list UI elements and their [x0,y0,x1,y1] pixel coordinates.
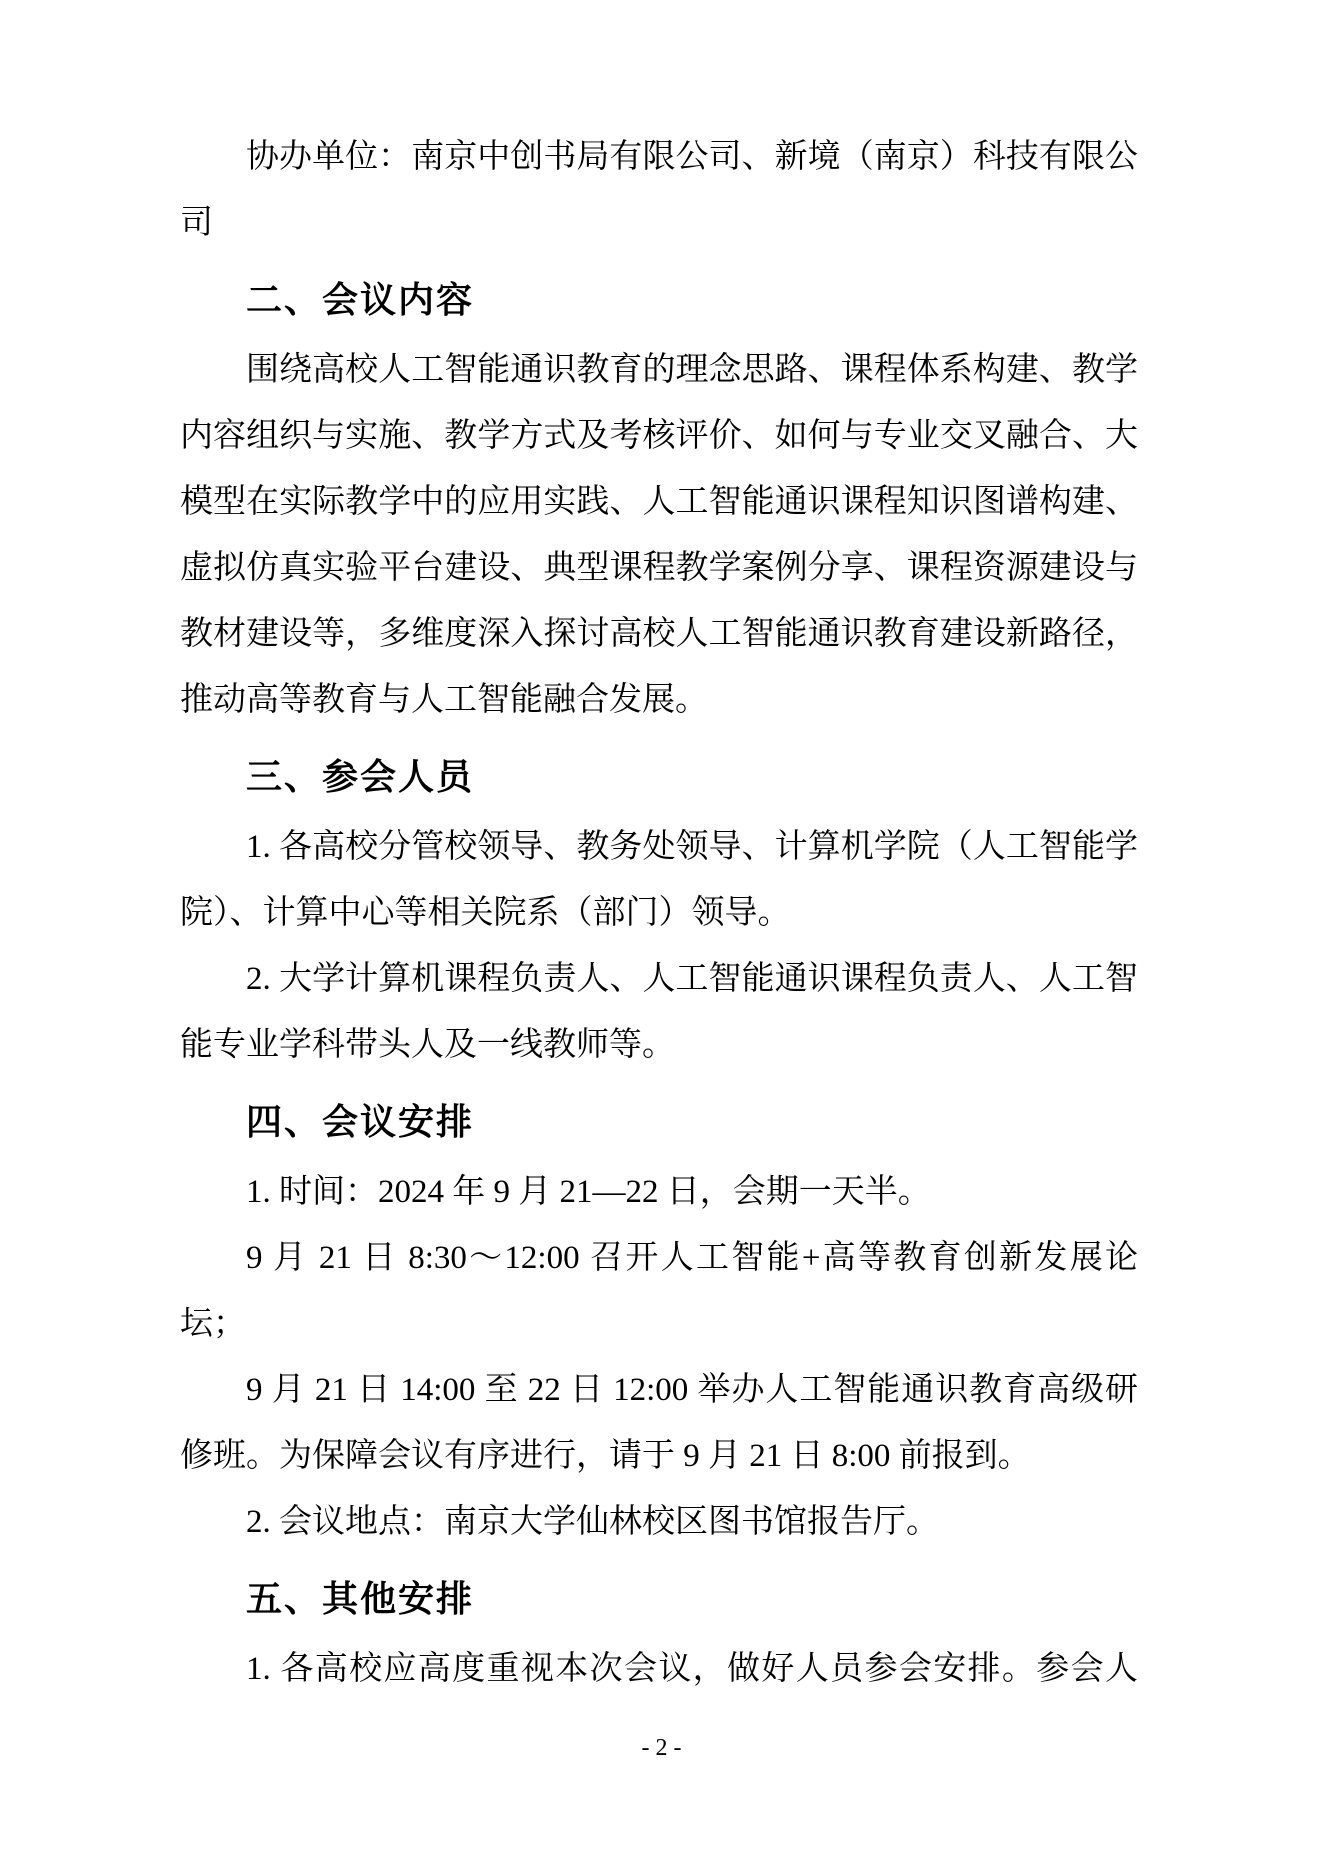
para-attendees-2-line-2: 能专业学科带头人及一线教师等。 [180,1027,675,1063]
section-heading-attendees: 三、参会人员 [246,756,475,797]
para-schedule-venue: 2. 会议地点：南京大学仙林校区图书馆报告厅。 [246,1504,939,1540]
para-meeting-content-line-5: 教材建设等，多维度深入探讨高校人工智能通识教育建设新路径， [180,616,1138,652]
para-schedule-workshop-line-1: 9 月 21 日 14:00 至 22 日 12:00 举办人工智能通识教育高级研 [246,1372,1138,1408]
para-cohost-line-2: 司 [180,205,213,241]
para-meeting-content-line-6: 推动高等教育与人工智能融合发展。 [180,682,708,718]
page-number: - 2 - [641,1735,682,1761]
para-meeting-content-line-2: 内容组织与实施、教学方式及考核评价、如何与专业交叉融合、大 [180,418,1138,454]
para-attendees-1-line-2: 院）、计算中心等相关院系（部门）领导。 [180,895,791,931]
section-heading-schedule: 四、会议安排 [246,1101,475,1142]
para-schedule-forum-line-2: 坛； [180,1306,246,1342]
para-attendees-2-line-1: 2. 大学计算机课程负责人、人工智能通识课程负责人、人工智 [246,961,1138,997]
para-cohost-line-1: 协办单位：南京中创书局有限公司、新境（南京）科技有限公 [246,139,1138,175]
para-other-line-1: 1. 各高校应高度重视本次会议，做好人员参会安排。参会人 [246,1651,1138,1687]
section-heading-meeting-content: 二、会议内容 [246,279,475,320]
para-schedule-workshop-line-2: 修班。为保障会议有序进行，请于 9 月 21 日 8:00 前报到。 [180,1438,1031,1474]
document-body [180,124,1138,1702]
para-schedule-forum-line-1: 9 月 21 日 8:30～12:00 召开人工智能+高等教育创新发展论 [246,1240,1138,1276]
section-heading-other: 五、其他安排 [246,1578,475,1619]
para-attendees-1-line-1: 1. 各高校分管校领导、教务处领导、计算机学院（人工智能学 [246,829,1138,865]
para-meeting-content-line-4: 虚拟仿真实验平台建设、典型课程教学案例分享、课程资源建设与 [180,550,1138,586]
para-schedule-time: 1. 时间：2024 年 9 月 21—22 日，会期一天半。 [246,1174,931,1210]
para-meeting-content-line-1: 围绕高校人工智能通识教育的理念思路、课程体系构建、教学 [246,352,1138,388]
para-meeting-content-line-3: 模型在实际教学中的应用实践、人工智能通识课程知识图谱构建、 [180,484,1138,520]
